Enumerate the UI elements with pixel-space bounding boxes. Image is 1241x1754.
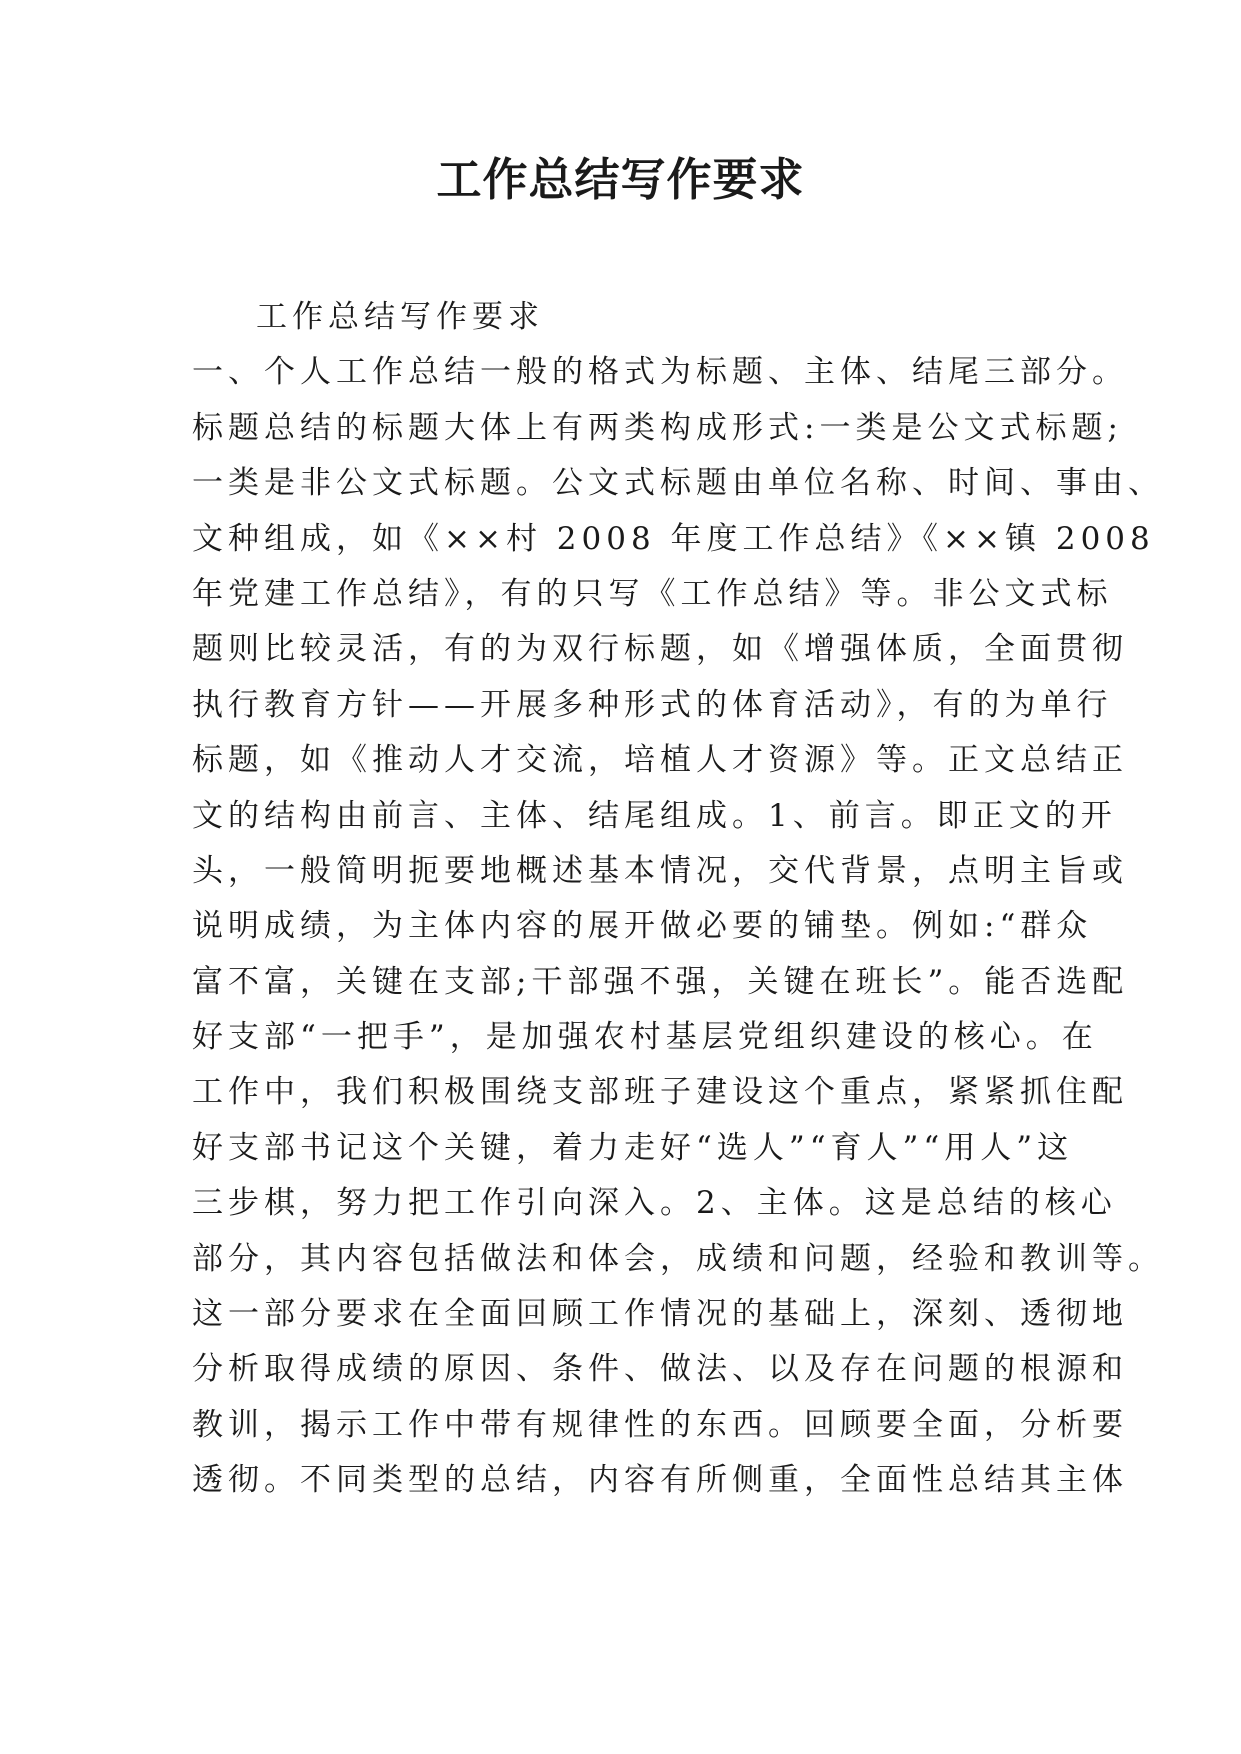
body-line-subtitle: 工作总结写作要求 (256, 299, 544, 335)
body-line: 部分，其内容包括做法和体会，成绩和问题，经验和教训等。 (192, 1240, 1164, 1277)
body-line: 分析取得成绩的原因、条件、做法、以及存在问题的根源和 (192, 1351, 1128, 1388)
body-line: 标题，如《推动人才交流，培植人才资源》等。正文总结正 (192, 742, 1128, 779)
body-line: 教训，揭示工作中带有规律性的东西。回顾要全面，分析要 (192, 1406, 1128, 1443)
body-line: 年党建工作总结》，有的只写《工作总结》等。非公文式标 (192, 575, 1113, 612)
body-line: 标题总结的标题大体上有两类构成形式:一类是公文式标题; (192, 409, 1123, 446)
body-line: 文的结构由前言、主体、结尾组成。1、前言。即正文的开 (192, 797, 1117, 834)
body-line: 文种组成，如《××村 2008 年度工作总结》《××镇 2008 (192, 520, 1155, 557)
document-body (192, 290, 1164, 1509)
body-line: 执行教育方针——开展多种形式的体育活动》，有的为单行 (192, 686, 1113, 723)
body-line: 工作中，我们积极围绕支部班子建设这个重点，紧紧抓住配 (192, 1074, 1128, 1111)
document-title: 工作总结写作要求 (436, 153, 805, 206)
body-line: 头，一般简明扼要地概述基本情况，交代背景，点明主旨或 (192, 852, 1128, 889)
body-line: 好支部“一把手”，是加强农村基层党组织建设的核心。在 (192, 1019, 1098, 1056)
body-line: 富不富，关键在支部;干部强不强，关键在班长”。能否选配 (192, 963, 1129, 1000)
body-line: 一、个人工作总结一般的格式为标题、主体、结尾三部分。 (192, 354, 1128, 391)
body-line: 三步棋，努力把工作引向深入。2、主体。这是总结的核心 (192, 1185, 1117, 1222)
body-line: 说明成绩，为主体内容的展开做必要的铺垫。例如:“群众 (192, 908, 1093, 945)
body-line: 一类是非公文式标题。公文式标题由单位名称、时间、事由、 (192, 465, 1164, 502)
body-line: 这一部分要求在全面回顾工作情况的基础上，深刻、透彻地 (192, 1296, 1128, 1333)
body-line: 好支部书记这个关键，着力走好“选人”“育人”“用人”这 (192, 1129, 1074, 1166)
body-line: 题则比较灵活，有的为双行标题，如《增强体质，全面贯彻 (192, 631, 1128, 668)
body-line: 透彻。不同类型的总结，内容有所侧重，全面性总结其主体 (192, 1462, 1128, 1499)
